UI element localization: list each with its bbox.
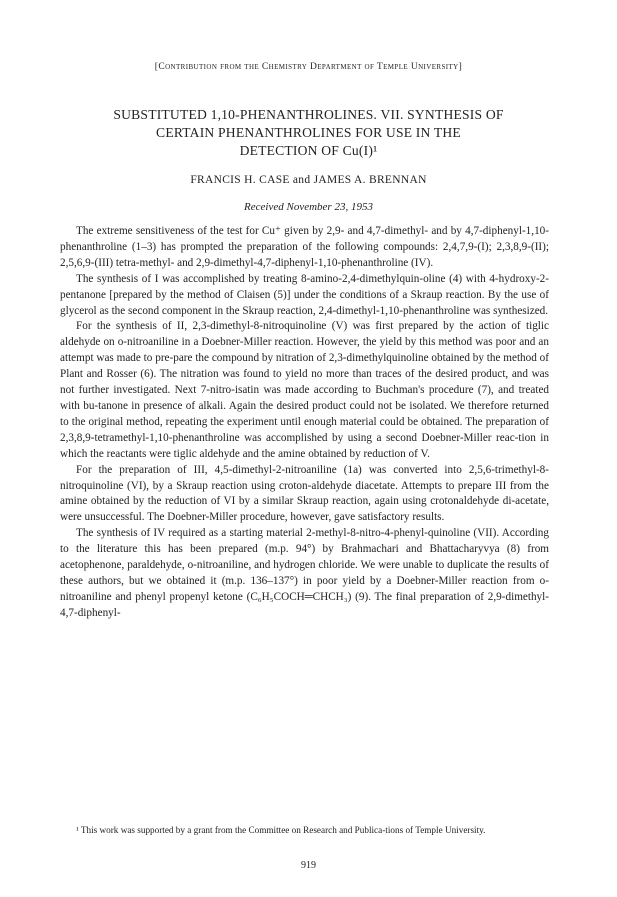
body-paragraph: For the preparation of III, 4,5-dimethyl-2-nitroaniline (1a) was converted into 2,5,6-trimethyl-8-nitroquinoline (VI), by a Skraup reaction using croton-aldehyde diacetate. Attempts to prepare III from the amine obtained by the reduction of VI by a similar Skraup reaction, again using crotonaldehyde di-acetate, were unsuccessful. The Doebner-Miller procedure, however, gave satisfactory results. (60, 463, 549, 524)
article-title (40, 106, 577, 160)
body-paragraph: The synthesis of IV required as a starting material 2-methyl-8-nitro-4-phenyl-quinoline (VII). According to the literature this has been prepared (m.p. 94°) by Brahmachari and Bhattacharyvya (8) from acetophenone, paraldehyde, o-nitroaniline, and hydrogen chloride. We were unable to duplicate the results of these authors, but we obtained it (m.p. 136–137°) in poor yield by a Doebner-Miller reaction from o-nitroaniline and phenyl propenyl ketone (C₆H₅COCH═CHCH₃) (9). The final preparation of 2,9-dimethyl-4,7-diphenyl- (60, 527, 549, 619)
title-line-1: SUBSTITUTED 1,10-PHENANTHROLINES. VII. SYNTHESIS OF (113, 107, 504, 122)
body-paragraph: For the synthesis of II, 2,3-dimethyl-8-nitroquinoline (V) was first prepared by the action of tiglic aldehyde on o-nitroaniline in a Doebner-Miller reaction. However, the yield by this method was poor and an attempt was made to pre-pare the compound by nitration of 2,3-dimethylquinoline obtained by the method of Plant and Rosser (6). The nitration was found to yield no more than traces of the desired product, and was not further investigated. Next 7-nitro-isatin was made according to Buchman's procedure (7), and treated with bu-tanone in presence of alkali. Again the desired product could not be isolated. We therefore returned to the original method, repeating the experiment until enough material could be obtained. The preparation of 2,3,8,9-tetramethyl-1,10-phenanthroline was accomplished by using a second Doebner-Miller reac-tion in which the reactants were tiglic aldehyde and the amine obtained by reduction of V. (60, 320, 549, 460)
article-body (60, 224, 549, 622)
author-line: FRANCIS H. CASE and JAMES A. BRENNAN (190, 174, 427, 186)
title-line-3: DETECTION OF Cu(I)¹ (239, 143, 378, 158)
title-line-2: CERTAIN PHENANTHROLINES FOR USE IN THE (156, 125, 461, 140)
body-paragraph: The synthesis of I was accomplished by treating 8-amino-2,4-dimethylquin-oline (4) with 4-hydroxy-2-pentanone [prepared by the method of Claisen (5)] under the conditions of a Skraup reaction. By the use of glycerol as the second component in the Skraup reaction, 2,4-dimethyl-1,10-phenanthroline was synthesized. (60, 272, 549, 317)
contribution-header: [Contribution from the Chemistry Department of Temple University] (154, 62, 463, 72)
body-paragraph: The extreme sensitiveness of the test for Cu⁺ given by 2,9- and 4,7-dimethyl- and by 4,7-diphenyl-1,10-phenanthroline (1–3) has prompted the preparation of the following compounds: 2,4,7,9-(I); 2,3,8,9-(II); 2,5,6,9-(III) tetra-methyl- and 2,9-dimethyl-4,7-diphenyl-1,10-phenanthroline (IV). (60, 225, 549, 269)
page-number: 919 (301, 860, 316, 871)
received-date: Received November 23, 1953 (244, 201, 373, 213)
footnote: ¹ This work was supported by a grant from the Committee on Research and Publica-tions of Temple University. (76, 825, 486, 835)
